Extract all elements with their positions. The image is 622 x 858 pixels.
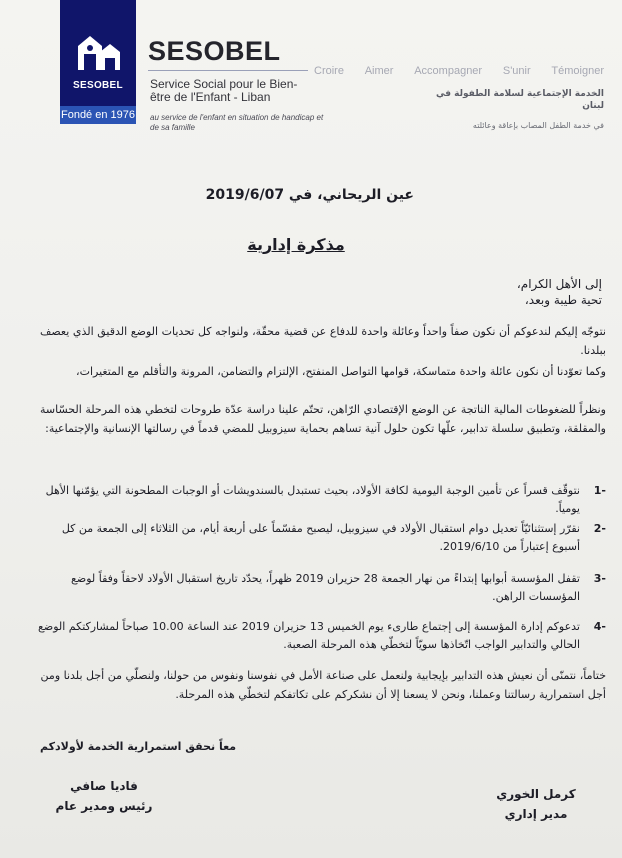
greeting-block: [330, 276, 602, 308]
closing-paragraph: ختاماً، نتمنّى أن نعيش هذه التدابير بإيجابية ولنعمل على صناعة الأمل في نفوسنا ونفوس من حولنا، ولنصلّي من أجل بلدنا ومن أجل استمرارية رسالتنا وعملنا، ونحن لا يسعنا إلا أن نشكركم على تكاتفكم لتخطّي هذه المرحلة.: [40, 669, 606, 701]
list-item-text: نقرّر إستثنائيّاً تعديل دوام استقبال الأولاد في سيزوبيل، ليصبح مقسّماً على أربعة أيام، من الثلاثاء إلى الجمعة من كل أسبوع إعتباراً من 2019/6/10.: [61, 522, 580, 553]
list-item-number: -4: [593, 620, 606, 633]
arabic-org-name: الخدمة الإجتماعية لسلامة الطفولة في لبنان: [436, 89, 604, 111]
value-item: Témoigner: [551, 65, 604, 77]
signature-block-general-director: [44, 776, 164, 816]
logo-wordmark: SESOBEL: [73, 80, 123, 91]
french-org-name: Service Social pour le Bien-être de l'Enfant - Liban: [150, 77, 298, 104]
values-list: [314, 65, 604, 77]
list-item-text: نتوقّف قسراً عن تأمين الوجبة اليومية لكافة الأولاد، بحيث تستبدل بالسندويشات أو الوجبات المطحونة التي يؤمّنها الأهل يومياً.: [45, 484, 580, 515]
list-item-number: -2: [593, 522, 606, 535]
signatory-role: رئيس ومدير عام: [55, 799, 153, 813]
sesobel-logo: [60, 0, 136, 122]
list-item-number: -3: [593, 572, 606, 585]
paragraph: وكما تعوّدنا أن نكون عائلة واحدة متماسكة، قوامها التواصل المنفتح، الإلتزام والتضامن، المرونة والتأقلم مع المتغيرات،: [76, 365, 606, 378]
signatory-name: فاديا صافي: [70, 779, 138, 793]
signatory-name: كرمل الخوري: [496, 787, 576, 801]
list-item: [36, 482, 606, 518]
brand-divider: [148, 70, 308, 71]
greeting: إلى الأهل الكرام،: [516, 277, 602, 291]
list-item: [36, 570, 606, 606]
founded-badge: Fondé en 1976: [60, 106, 136, 124]
list-item: [36, 520, 606, 556]
arabic-subtitle: في خدمة الطفل المصاب بإعاقة وعائلته: [472, 121, 604, 130]
french-subtitle: au service de l'enfant en situation de handicap et de sa famille: [150, 113, 324, 132]
list-item-text: تدعوكم إدارة المؤسسة إلى إجتماع طارىء يوم الخميس 13 حزيران 2019 عند الساعة 10.00 صباحاً لمشاركتكم الوضع الحالي والتدابير الواجب اتّخاذها سويّاً لتخطّي هذه المرحلة الصعبة.: [38, 620, 580, 651]
value-item: Accompagner: [414, 65, 483, 77]
list-item: [36, 618, 606, 654]
slogan: معاً نحقق استمرارية الخدمة لأولادكم: [40, 740, 237, 753]
value-item: Aimer: [364, 65, 394, 77]
paragraph: نتوجّه إليكم لندعوكم أن نكون صفاً واحداً وعائلة واحدة للدفاع عن قضية محقّة، ولنواجه كل تحديات الوضع الدقيق الذي يعصف ببلدنا.: [40, 325, 606, 357]
memo-title: مذكرة إدارية: [247, 235, 345, 254]
place-date: عين الريحاني، في 2019/6/07: [205, 187, 414, 203]
list-item-text: تقفل المؤسسة أبوابها إبتداءً من نهار الجمعة 28 حزيران 2019 ظهراً، يحدّد تاريخ استقبال الأولاد لاحقاً وفقاً لوضع المؤسسات الراهن.: [71, 572, 580, 603]
value-item: Croire: [314, 65, 344, 77]
signatory-role: مدير إداري: [504, 807, 568, 821]
signature-block-admin-director: [486, 784, 586, 824]
list-item-number: -1: [593, 484, 606, 497]
logo-family-icon: [70, 30, 126, 72]
paragraph: ونظراً للضغوطات المالية الناتجة عن الوضع الإقتصادي الرّاهن، تحتّم علينا دراسة عدّة طروحات لتخطي هذه المرحلة الحسّاسة والمقلقة، وتطبيق سلسلة تدابير، علّها تكون حلول آنية تساهم بحماية سيزوبيل للمضي قدماً في رسالتها الإنسانية والإجتماعية:: [40, 403, 606, 435]
value-item: S'unir: [502, 65, 531, 77]
salutation: تحية طيبة وبعد،: [524, 293, 602, 307]
brand-name: SESOBEL: [148, 36, 281, 66]
